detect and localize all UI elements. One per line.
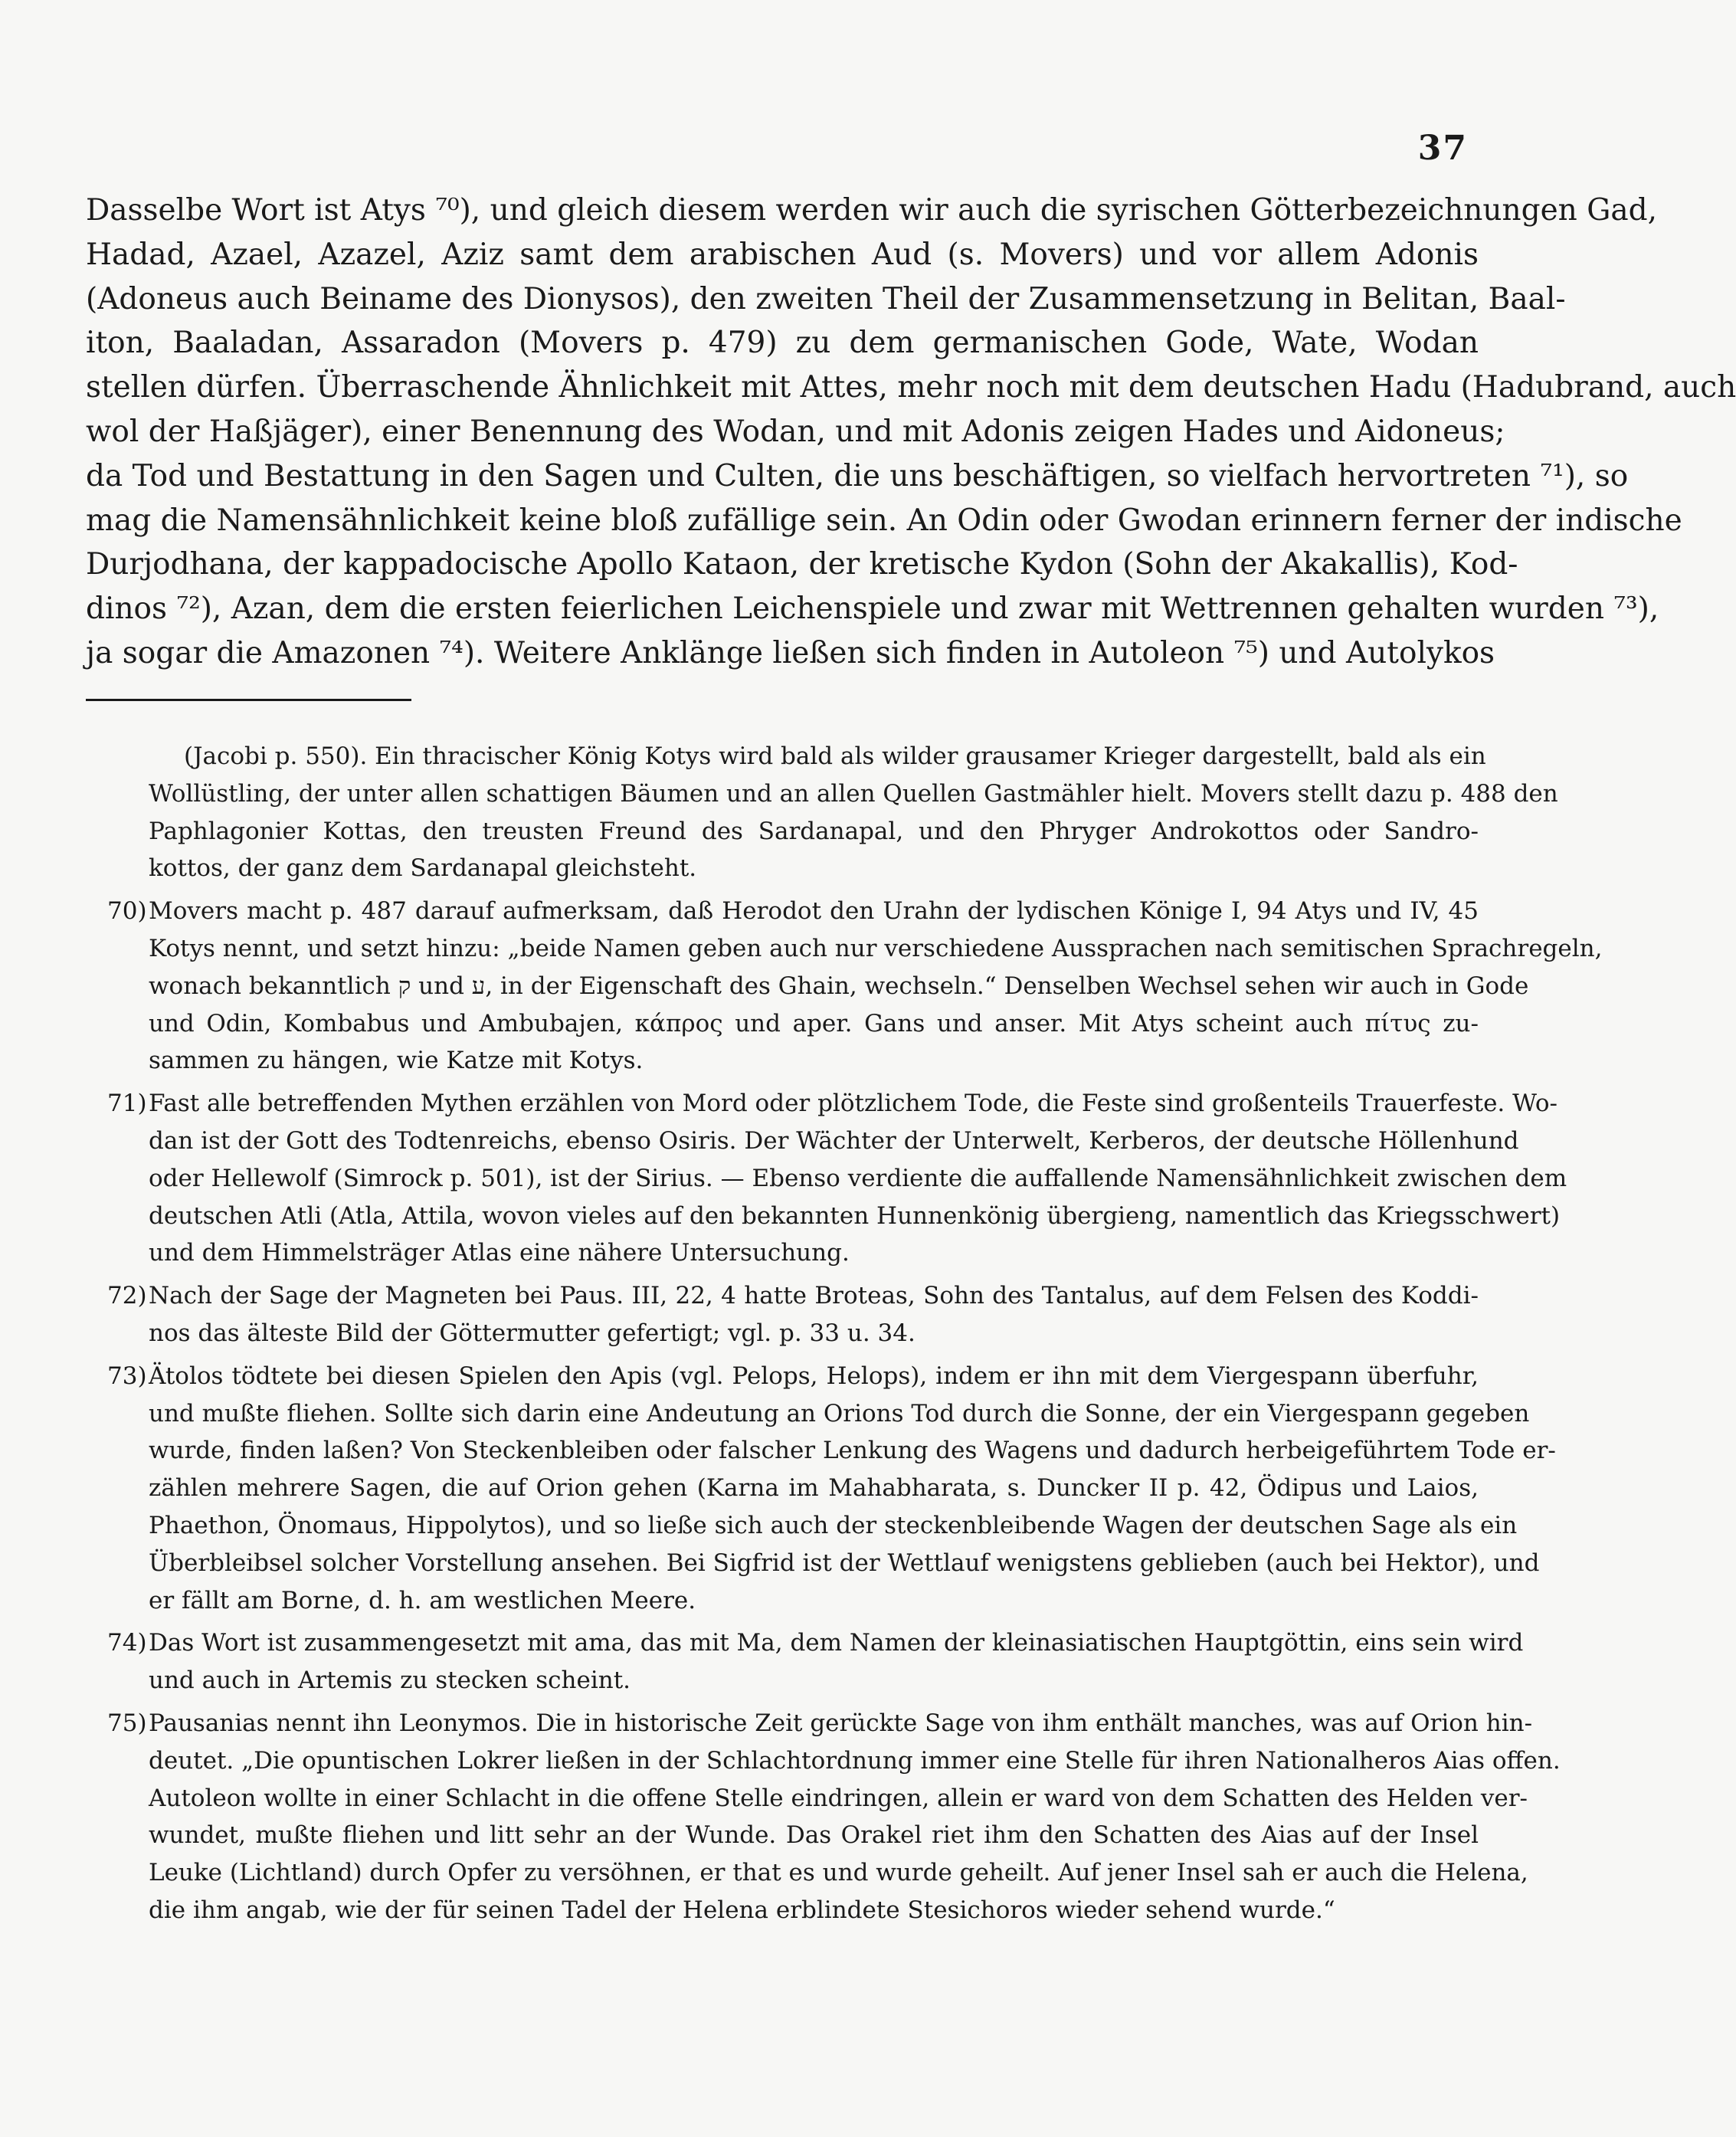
footnote-line: Paphlagonier Kottas, den treusten Freund des Sardanapal, und den Phryger Androkottos oder Sandro- — [149, 817, 1479, 845]
footnote-line: Fast alle betreffenden Mythen erzählen von Mord oder plötzlichem Tode, die Feste sind großenteils Trauerfeste. Wo- — [149, 1090, 1558, 1118]
footnote-divider — [86, 699, 411, 701]
body-line: dinos ⁷²), Azan, dem die ersten feierlichen Leichenspiele und zwar mit Wettrennen gehalten wurden ⁷³), — [86, 592, 1659, 627]
footnote — [107, 1705, 1561, 1929]
footnote-line: und auch in Artemis zu stecken scheint. — [149, 1667, 631, 1695]
main-text — [86, 188, 1736, 676]
footnote-number: 72) — [107, 1282, 147, 1310]
body-line: Dasselbe Wort ist Atys ⁷⁰), und gleich diesem werden wir auch die syrischen Götterbezeichnungen Gad, — [86, 193, 1657, 228]
body-line: mag die Namensähnlichkeit keine bloß zufällige sein. An Odin oder Gwodan erinnern ferner der indische — [86, 503, 1682, 538]
body-line: wol der Haßjäger), einer Benennung des Wodan, und mit Adonis zeigen Hades und Aidoneus; — [86, 414, 1505, 449]
footnote-line: Phaethon, Önomaus, Hippolytos), und so ließe sich auch der steckenbleibende Wagen der deutschen Sage als ein — [149, 1511, 1518, 1539]
footnote — [113, 738, 1558, 887]
body-line: da Tod und Bestattung in den Sagen und Culten, die uns beschäftigen, so vielfach hervortreten ⁷¹), so — [86, 458, 1629, 493]
footnote-line: wurde, finden laßen? Von Steckenbleiben oder falscher Lenkung des Wagens und dadurch herbeigeführtem Tode er- — [149, 1437, 1556, 1465]
footnote-line: Autoleon wollte in einer Schlacht in die offene Stelle eindringen, allein er ward von dem Schatten des Helden ver- — [149, 1784, 1528, 1812]
body-line: (Adoneus auch Beiname des Dionysos), den zweiten Theil der Zusammensetzung in Belitan, Baal- — [86, 281, 1566, 316]
footnote-line: die ihm angab, wie der für seinen Tadel der Helena erblindete Stesichoros wieder sehend wurde.“ — [149, 1896, 1335, 1924]
body-line: stellen dürfen. Überraschende Ähnlichkeit mit Attes, mehr noch mit dem deutschen Hadu (Hadubrand, auch — [86, 370, 1736, 405]
footnote-line: Nach der Sage der Magneten bei Paus. III, 22, 4 hatte Broteas, Sohn des Tantalus, auf dem Felsen des Koddi- — [149, 1282, 1479, 1310]
footnotes — [107, 738, 1603, 1935]
footnote-line: Kotys nennt, und setzt hinzu: „beide Namen geben auch nur verschiedene Aussprachen nach semitischen Sprachregeln, — [149, 934, 1603, 962]
body-line: Durjodhana, der kappadocische Apollo Kataon, der kretische Kydon (Sohn der Akakallis), Kod- — [86, 547, 1518, 582]
footnote-line: und mußte fliehen. Sollte sich darin eine Andeutung an Orions Tod durch die Sonne, der ein Viergespann gegeben — [149, 1399, 1530, 1427]
footnote-line: dan ist der Gott des Todtenreichs, ebenso Osiris. Der Wächter der Unterwelt, Kerberos, der deutsche Höllenhund — [149, 1126, 1519, 1155]
footnote-line: zählen mehrere Sagen, die auf Orion gehen (Karna im Mahabharata, s. Duncker II p. 42, Ödipus und Laios, — [149, 1474, 1479, 1503]
footnote-line: wonach bekanntlich ק und ע, in der Eigenschaft des Ghain, wechseln.“ Denselben Wechsel sehen wir auch in Gode — [149, 972, 1529, 1000]
footnote-number: 70) — [107, 897, 147, 926]
footnote-line: deutet. „Die opuntischen Lokrer ließen in der Schlachtordnung immer eine Stelle für ihren Nationalheros Aias offen. — [149, 1746, 1561, 1775]
body-line: ja sogar die Amazonen ⁷⁴). Weitere Anklänge ließen sich finden in Autoleon ⁷⁵) und Autolykos — [86, 635, 1495, 670]
footnote-line: und Odin, Kombabus und Ambubajen, κάπρος und aper. Gans und anser. Mit Atys scheint auch πίτυς zu- — [149, 1009, 1479, 1037]
footnote — [107, 1358, 1556, 1620]
footnote-number: 74) — [107, 1629, 147, 1657]
footnote-line: oder Hellewolf (Simrock p. 501), ist der Sirius. — Ebenso verdiente die auffallende Namensähnlichkeit zwischen dem — [149, 1164, 1567, 1192]
footnote-line: Wollüstling, der unter allen schattigen Bäumen und an allen Quellen Gastmähler hielt. Movers stellt dazu p. 488 den — [149, 779, 1558, 808]
footnote-line: sammen zu hängen, wie Katze mit Kotys. — [149, 1047, 644, 1075]
footnote-line: Überbleibsel solcher Vorstellung ansehen. Bei Sigfrid ist der Wettlauf wenigstens geblieben (auch bei Hektor), und — [149, 1549, 1540, 1577]
footnote — [107, 893, 1603, 1080]
footnote-number: 73) — [107, 1362, 147, 1390]
page-number: 37 — [1417, 129, 1468, 168]
footnote-number: 71) — [107, 1090, 147, 1118]
footnote — [107, 1277, 1479, 1352]
footnote-line: Das Wort ist zusammengesetzt mit ama, das mit Ma, dem Namen der kleinasiatischen Hauptgöttin, eins sein wird — [149, 1629, 1524, 1657]
footnote-line: und dem Himmelsträger Atlas eine nähere Untersuchung. — [149, 1239, 850, 1267]
footnote-line: Ätolos tödtete bei diesen Spielen den Apis (vgl. Pelops, Helops), indem er ihn mit dem Viergespann überfuhr, — [149, 1362, 1479, 1390]
footnote-line: Leuke (Lichtland) durch Opfer zu versöhnen, er that es und wurde geheilt. Auf jener Insel sah er auch die Helena, — [149, 1859, 1528, 1887]
footnote-line: Movers macht p. 487 darauf aufmerksam, daß Herodot den Urahn der lydischen Könige I, 94 Atys und IV, 45 — [149, 897, 1479, 926]
body-line: iton, Baaladan, Assaradon (Movers p. 479) zu dem germanischen Gode, Wate, Wodan — [86, 326, 1479, 361]
footnote — [107, 1624, 1524, 1699]
footnote-line: Pausanias nennt ihn Leonymos. Die in historische Zeit gerückte Sage von ihm enthält manches, was auf Orion hin- — [149, 1709, 1533, 1737]
footnote-line: deutschen Atli (Atla, Attila, wovon vieles auf den bekannten Hunnenkönig übergieng, namentlich das Kriegsschwert) — [149, 1201, 1561, 1230]
footnote-line: kottos, der ganz dem Sardanapal gleichsteht. — [149, 854, 697, 883]
body-line: Hadad, Azael, Azazel, Aziz samt dem arabischen Aud (s. Movers) und vor allem Adonis — [86, 237, 1479, 272]
footnote-line: (Jacobi p. 550). Ein thracischer König Kotys wird bald als wilder grausamer Krieger dargestellt, bald als ein — [184, 742, 1486, 770]
footnote-line: wundet, mußte fliehen und litt sehr an der Wunde. Das Orakel riet ihm den Schatten des Aias auf der Insel — [149, 1821, 1479, 1850]
footnote — [107, 1085, 1567, 1272]
footnote-number: 75) — [107, 1709, 147, 1737]
footnote-line: nos das älteste Bild der Göttermutter gefertigt; vgl. p. 33 u. 34. — [149, 1319, 915, 1347]
footnote-line: er fällt am Borne, d. h. am westlichen Meere. — [149, 1586, 696, 1614]
